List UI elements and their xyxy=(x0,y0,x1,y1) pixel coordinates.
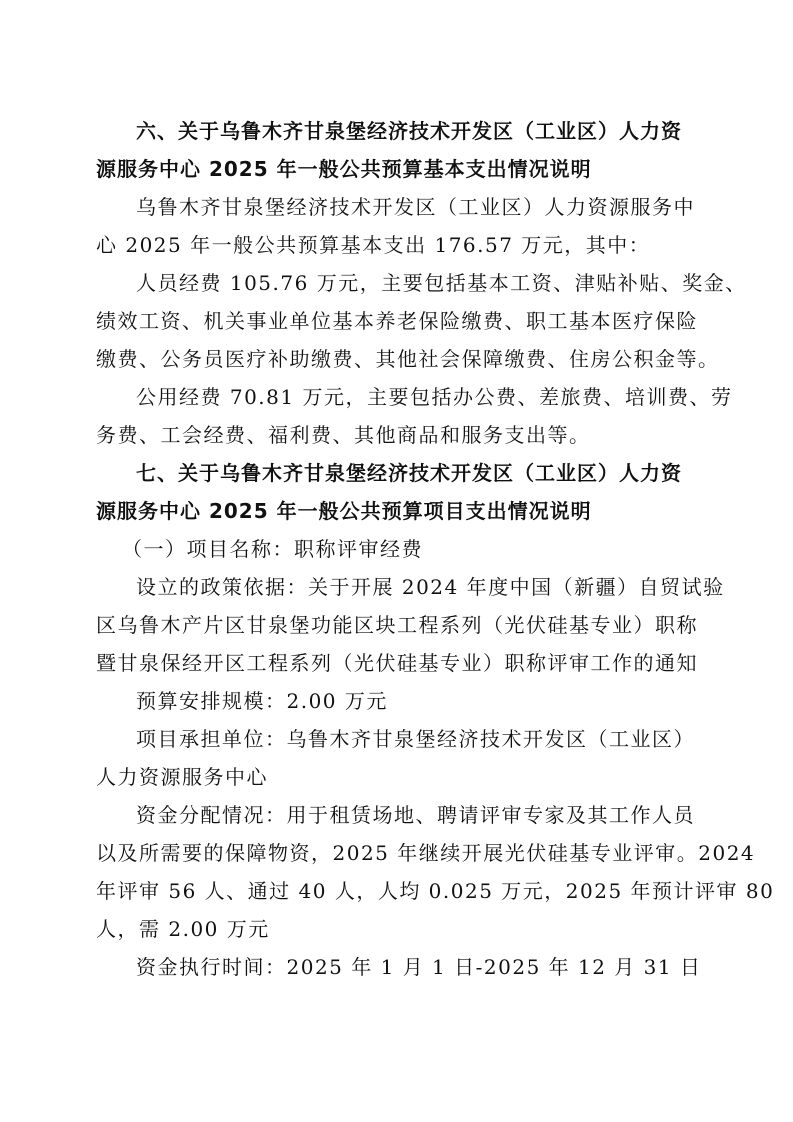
section6-heading-line1: 六、关于乌鲁木齐甘泉堡经济技术开发区（工业区）人力资 xyxy=(136,119,682,143)
section7-heading-line1: 七、关于乌鲁木齐甘泉堡经济技术开发区（工业区）人力资 xyxy=(136,461,682,485)
public-expense-line2: 务费、工会经费、福利费、其他商品和服务支出等。 xyxy=(96,423,591,447)
public-expense-line1: 公用经费 70.81 万元，主要包括办公费、差旅费、培训费、劳 xyxy=(136,385,733,409)
fund-allocation-line1: 资金分配情况：用于租赁场地、聘请评审专家及其工作人员 xyxy=(136,803,695,827)
fund-allocation-line2: 以及所需要的保障物资，2025 年继续开展光伏硅基专业评审。2024 xyxy=(96,841,756,865)
fund-allocation-line4: 人，需 2.00 万元 xyxy=(96,917,270,941)
personnel-expense-line3: 缴费、公务员医疗补助缴费、其他社会保障缴费、住房公积金等。 xyxy=(96,347,720,371)
personnel-expense-line1: 人员经费 105.76 万元，主要包括基本工资、津贴补贴、奖金、 xyxy=(136,271,747,295)
policy-basis-line1: 设立的政策依据：关于开展 2024 年度中国（新疆）自贸试验 xyxy=(136,575,725,599)
policy-basis-line3: 暨甘泉保经开区工程系列（光伏硅基专业）职称评审工作的通知 xyxy=(96,651,698,675)
policy-basis-line2: 区乌鲁木产片区甘泉堡功能区块工程系列（光伏硅基专业）职称 xyxy=(96,613,698,637)
section6-intro-line1: 乌鲁木齐甘泉堡经济技术开发区（工业区）人力资源服务中 xyxy=(136,195,695,219)
section6-heading-line2: 源服务中心 2025 年一般公共预算基本支出情况说明 xyxy=(96,157,592,181)
execution-time: 资金执行时间：2025 年 1 月 1 日-2025 年 12 月 31 日 xyxy=(136,955,702,979)
project-unit-line2: 人力资源服务中心 xyxy=(96,765,268,789)
section6-intro-line2: 心 2025 年一般公共预算基本支出 176.57 万元，其中： xyxy=(96,233,651,257)
project-name: （一）项目名称：职称评审经费 xyxy=(122,537,423,561)
personnel-expense-line2: 绩效工资、机关事业单位基本养老保险缴费、职工基本医疗保险 xyxy=(96,309,698,333)
fund-allocation-line3: 年评审 56 人、通过 40 人，人均 0.025 万元，2025 年预计评审 80 xyxy=(96,879,775,903)
project-unit-line1: 项目承担单位：乌鲁木齐甘泉堡经济技术开发区（工业区） xyxy=(136,727,695,751)
budget-scale: 预算安排规模：2.00 万元 xyxy=(136,689,388,713)
document-page xyxy=(96,112,775,986)
section7-heading-line2: 源服务中心 2025 年一般公共预算项目支出情况说明 xyxy=(96,499,592,523)
